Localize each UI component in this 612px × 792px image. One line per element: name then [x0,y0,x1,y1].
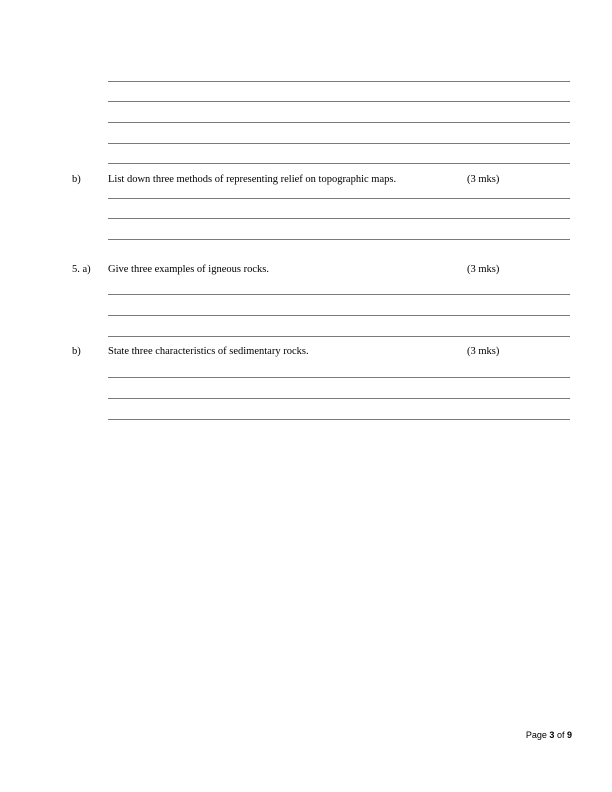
page-current: 3 [549,730,555,740]
page-label: Page [525,730,547,740]
page-of: of [556,730,565,740]
question-number: 5. a) [72,264,91,275]
question-text: List down three methods of representing relief on topographic maps. [108,174,397,185]
answer-line [108,398,570,399]
answer-line [108,163,570,164]
answer-line [108,294,570,295]
answer-line [108,315,570,316]
question-marks: (3 mks) [467,264,500,275]
page-total: 9 [566,730,572,740]
answer-line [108,239,570,240]
answer-line [108,377,570,378]
answer-line [108,143,570,144]
page-footer [526,730,572,740]
answer-line [108,198,570,199]
question-marks: (3 mks) [467,346,500,357]
question-text: State three characteristics of sedimentary rocks. [108,346,309,357]
question-text: Give three examples of igneous rocks. [108,264,269,275]
question-marks: (3 mks) [467,174,500,185]
question-number: b) [72,346,81,357]
answer-line [108,81,570,82]
answer-line [108,419,570,420]
question-number: b) [72,174,81,185]
answer-line [108,336,570,337]
answer-line [108,101,570,102]
answer-line [108,122,570,123]
answer-line [108,218,570,219]
